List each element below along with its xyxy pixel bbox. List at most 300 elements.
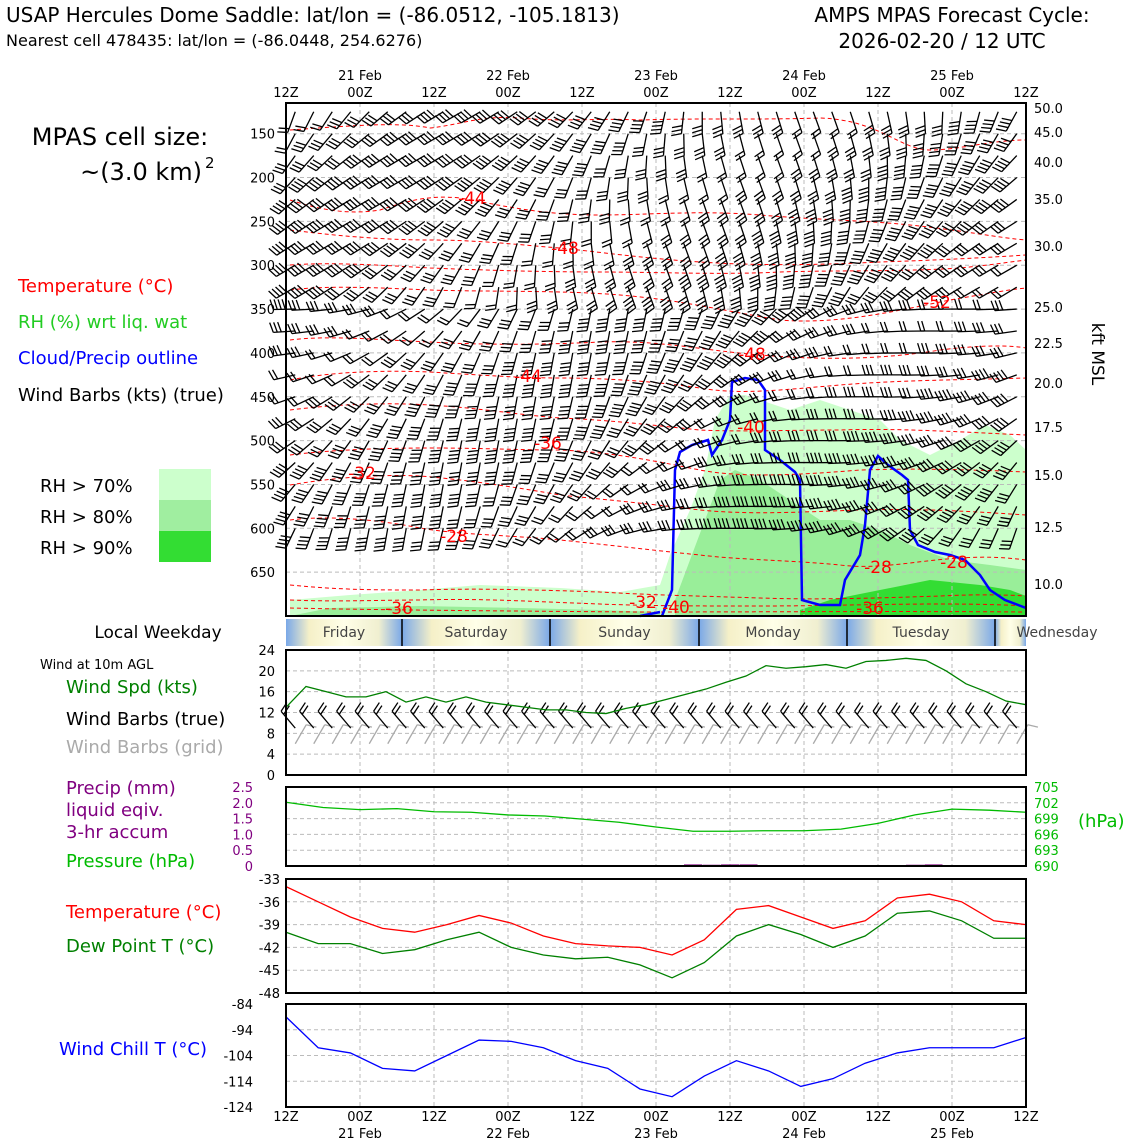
upper-wind-barb-flag: [688, 318, 698, 319]
legend-rh: RH (%) wrt liq. wat: [18, 312, 188, 333]
grid-wind-barb: [443, 725, 454, 744]
true-wind-barb: [744, 711, 758, 728]
upper-wind-barb-flag: [505, 450, 515, 451]
true-wind-barb: [762, 711, 776, 728]
true-wind-barb: [540, 711, 554, 728]
upper-wind-barb-flag: [576, 396, 586, 397]
upper-wind-barb-flag: [481, 526, 491, 527]
bottom-time-axis: [273, 1110, 1039, 1140]
upper-wind-barb-flag: [443, 307, 453, 308]
upper-wind-barb-flag: [652, 319, 662, 320]
top-hour-label: 12Z: [421, 86, 447, 101]
upper-wind-barb-flag: [667, 347, 677, 348]
true-wind-barb: [374, 711, 388, 728]
true-wind-barb: [429, 711, 443, 728]
true-wind-barb: [1003, 711, 1017, 728]
precip-ytick: 1.5: [232, 812, 253, 828]
upper-wind-barb-flag: [465, 414, 475, 415]
top-time-axis: [273, 69, 1039, 101]
true-wind-barb: [281, 711, 295, 728]
upper-wind-barb-flag: [462, 548, 472, 549]
precip-pressure-panel: [66, 778, 1125, 875]
height-tick: 15.0: [1034, 469, 1063, 484]
upper-wind-barb-flag: [275, 151, 285, 153]
upper-wind-barb-flag: [485, 476, 495, 477]
upper-wind-barb-flag: [502, 344, 512, 345]
upper-wind-barb-flag: [430, 542, 440, 543]
precip-ytick: 0: [244, 860, 253, 875]
upper-wind-barb-flag: [652, 323, 662, 324]
true-wind-barb: [670, 711, 684, 728]
rh-80-swatch: [159, 500, 211, 531]
contour-label: -52: [923, 293, 951, 313]
height-tick: 17.5: [1034, 421, 1063, 436]
precip-label-2: liquid eqiv.: [66, 800, 164, 821]
upper-wind-barb-flag: [557, 221, 567, 222]
upper-wind-barb-flag: [392, 449, 402, 450]
upper-wind-barb-flag: [559, 410, 569, 411]
pressure-tick: 150: [250, 127, 275, 143]
pressure-tick: 600: [250, 522, 275, 538]
true-wind-barb: [300, 711, 314, 728]
temp-ytick: -45: [258, 964, 280, 980]
grid-wind-barb: [739, 725, 750, 744]
wind-chill-panel: [59, 998, 1026, 1116]
pressure-ytick: 705: [1034, 781, 1059, 796]
temp-ytick: -48: [258, 987, 280, 1002]
weekday-strip: [94, 619, 1097, 646]
upper-wind-barb-flag: [275, 167, 285, 170]
wind-ytick: 20: [258, 664, 275, 680]
pressure-axis: [250, 128, 275, 581]
top-hour-label: 00Z: [791, 86, 817, 101]
upper-wind-barb-flag: [577, 392, 587, 393]
upper-wind-barb-flag: [502, 462, 512, 463]
grid-wind-barb: [924, 725, 935, 744]
legend-temperature: Temperature (°C): [18, 276, 174, 297]
upper-wind-barb-flag: [425, 416, 435, 417]
upper-wind-barb-flag: [890, 212, 900, 213]
contour-label: -40: [662, 598, 690, 618]
height-tick: 12.5: [1034, 521, 1063, 536]
upper-wind-barb-flag: [504, 454, 514, 455]
upper-wind-barb-flag: [393, 498, 403, 499]
true-wind-barb: [929, 711, 943, 728]
upper-wind-barb-flag: [781, 301, 791, 302]
bottom-date-label: 25 Feb: [930, 1127, 974, 1140]
grid-wind-barb: [536, 725, 547, 744]
wind-barbs-true-label: Wind Barbs (true): [66, 709, 226, 730]
true-wind-barb: [577, 711, 591, 728]
upper-wind-barb-flag: [275, 547, 285, 549]
upper-wind-barb-flag: [482, 523, 492, 524]
upper-wind-barb-flag: [576, 431, 586, 432]
upper-wind-barb-flag: [596, 371, 606, 372]
upper-wind-barb-flag: [538, 216, 548, 217]
grid-wind-barb: [628, 725, 639, 744]
dewpoint-label: Dew Point T (°C): [66, 936, 215, 957]
upper-wind-barb-flag: [557, 330, 567, 331]
upper-wind-barb-flag: [554, 460, 564, 461]
upper-wind-barb-flag: [541, 428, 551, 429]
chill-ytick: -94: [231, 1023, 253, 1039]
upper-wind-barb-flag: [892, 191, 902, 192]
upper-wind-barb-flag: [592, 417, 602, 418]
upper-wind-barb-flag: [558, 414, 568, 415]
grid-wind-barb: [832, 725, 843, 744]
precip-label-1: Precip (mm): [66, 778, 176, 799]
upper-wind-barb-flag: [560, 407, 570, 408]
bottom-hour-label: 12Z: [421, 1110, 447, 1125]
grid-wind-barb-flag: [1028, 725, 1038, 727]
upper-wind-barb-flag: [315, 522, 325, 523]
pressure-tick: 450: [250, 390, 275, 406]
upper-wind-barb: [850, 199, 851, 221]
upper-wind-barb-flag: [429, 458, 439, 459]
upper-wind-barb-flag: [595, 374, 605, 375]
pressure-ytick: 702: [1034, 796, 1059, 812]
upper-wind-barb-flag: [558, 327, 568, 328]
upper-wind-barb-flag: [613, 353, 623, 354]
rh-90-swatch: [159, 531, 211, 562]
height-tick: 25.0: [1034, 301, 1063, 316]
wind-ytick: 24: [258, 644, 275, 659]
cell-size-superscript: 2: [205, 154, 215, 172]
true-wind-barb: [522, 711, 536, 728]
bottom-date-label: 23 Feb: [634, 1127, 678, 1140]
pressure-ytick: 696: [1034, 828, 1059, 844]
grid-wind-barb: [998, 725, 1009, 744]
pressure-label: Pressure (hPa): [66, 851, 196, 872]
bottom-hour-label: 12Z: [1013, 1110, 1039, 1125]
weekday-title: Local Weekday: [94, 623, 222, 643]
upper-wind-barb-flag: [650, 133, 660, 134]
upper-wind-barb-flag: [297, 544, 307, 545]
grid-wind-barb: [887, 725, 898, 744]
height-tick: 10.0: [1034, 578, 1063, 593]
bottom-hour-label: 00Z: [939, 1110, 965, 1125]
cell-size-title: MPAS cell size:: [31, 123, 209, 151]
weekday-label: Saturday: [444, 625, 508, 641]
upper-wind-barb-flag: [501, 347, 511, 348]
rh-80-label: RH > 80%: [40, 507, 133, 528]
contour-label: -36: [534, 434, 562, 454]
height-axis-label: kft MSL: [1087, 322, 1107, 386]
upper-wind-barb-flag: [318, 515, 328, 516]
true-wind-barb: [485, 711, 499, 728]
upper-wind-barb-flag: [465, 418, 475, 419]
upper-wind-barb-flag: [539, 243, 549, 244]
upper-wind-barb-flag: [557, 190, 567, 191]
grid-wind-barb: [388, 725, 399, 744]
upper-wind-barb-flag: [540, 239, 550, 240]
upper-wind-barb-flag: [486, 472, 496, 473]
upper-wind-barb-flag: [578, 389, 588, 390]
wind-speed-label: Wind Spd (kts): [66, 677, 198, 698]
upper-wind-barb-flag: [409, 431, 419, 432]
upper-wind-barb-flag: [410, 484, 420, 485]
true-wind-barb: [855, 711, 869, 728]
upper-wind-barb-flag: [431, 450, 441, 451]
wind-ytick: 8: [266, 727, 275, 743]
wind-barbs-grid: [295, 725, 1038, 744]
contour-label: -28: [940, 553, 968, 573]
upper-wind-barb-flag: [779, 309, 789, 310]
upper-wind-barb-flag: [614, 349, 624, 350]
title-right-1: AMPS MPAS Forecast Cycle:: [814, 3, 1090, 27]
grid-wind-barb: [554, 725, 565, 744]
grid-wind-barb: [610, 725, 621, 744]
contour-label: -28: [440, 527, 468, 547]
bottom-hour-label: 00Z: [643, 1110, 669, 1125]
grid-wind-barb: [980, 725, 991, 744]
contour-label: -48: [738, 345, 766, 365]
top-hour-label: 12Z: [1013, 86, 1039, 101]
upper-wind-barb-flag: [428, 550, 438, 551]
upper-wind-barb-flag: [412, 472, 422, 473]
temp-ytick: -33: [258, 873, 280, 888]
true-wind-barb: [725, 711, 739, 728]
upper-wind-barb-flag: [536, 219, 546, 220]
upper-wind-barb-flag: [574, 435, 584, 436]
upper-wind-barb-flag: [596, 367, 606, 368]
pressure-ytick: 693: [1034, 844, 1059, 860]
upper-wind-barb-flag: [354, 524, 364, 525]
contour-label: -32: [629, 593, 657, 613]
upper-wind-barb-flag: [651, 129, 661, 130]
upper-wind-barb-flag: [282, 299, 285, 309]
grid-wind-barb: [480, 725, 491, 744]
pressure-tick: 550: [250, 478, 275, 494]
upper-wind-barb-flag: [890, 199, 900, 200]
bottom-date-label: 24 Feb: [782, 1127, 826, 1140]
true-wind-barb: [355, 711, 369, 728]
grid-wind-barb: [684, 725, 695, 744]
upper-wind-barb-flag: [503, 458, 513, 459]
height-tick: 40.0: [1034, 156, 1063, 171]
true-wind-barb: [411, 711, 425, 728]
upper-wind-barb-flag: [653, 122, 663, 123]
height-tick: 22.5: [1034, 337, 1063, 352]
upper-wind-barb-flag: [447, 436, 457, 437]
upper-wind-barb-flag: [559, 213, 569, 214]
wind-panel-title: Wind at 10m AGL: [40, 658, 154, 673]
true-wind-barb: [559, 711, 573, 728]
rh-70-label: RH > 70%: [40, 476, 133, 497]
upper-wind-barb-flag: [520, 321, 530, 322]
grid-wind-barb: [702, 725, 713, 744]
upper-wind-barb-flag: [539, 352, 549, 353]
true-wind-barb: [392, 711, 406, 728]
wind-ytick: 0: [266, 769, 275, 784]
wind-barbs-grid-label: Wind Barbs (grid): [66, 737, 224, 758]
upper-wind-barb-flag: [502, 396, 512, 397]
true-wind-barb: [503, 711, 517, 728]
grid-wind-barb: [961, 725, 972, 744]
upper-wind-barb-flag: [428, 462, 438, 463]
upper-wind-barb-flag: [447, 524, 457, 525]
upper-wind-barb-flag: [579, 385, 589, 386]
upper-wind-barb-flag: [392, 502, 402, 503]
upper-wind-barb-flag: [484, 519, 494, 520]
bottom-date-label: 22 Feb: [486, 1127, 530, 1140]
upper-wind-barb-flag: [429, 405, 439, 406]
upper-wind-barb-flag: [593, 413, 603, 414]
upper-wind-barb-flag: [430, 454, 440, 455]
grid-wind-barb: [591, 725, 602, 744]
true-wind-barb: [651, 711, 665, 728]
upper-wind-barb-flag: [668, 343, 678, 344]
temperature-label: Temperature (°C): [66, 902, 222, 923]
upper-wind-barb-flag: [541, 432, 551, 433]
bottom-hour-label: 00Z: [495, 1110, 521, 1125]
upper-wind-barb-flag: [274, 186, 283, 191]
chill-ytick: -84: [231, 998, 253, 1013]
upper-wind-barb-flag: [278, 299, 281, 309]
true-wind-barb: [966, 711, 980, 728]
upper-wind-barb-flag: [272, 497, 282, 501]
height-tick: 35.0: [1034, 193, 1063, 208]
upper-wind-barb-flag: [355, 520, 365, 521]
upper-wind-barb-flag: [892, 208, 902, 209]
upper-wind-barb-flag: [278, 322, 282, 332]
contour-label: -36: [856, 599, 884, 619]
wind-ytick: 12: [258, 706, 275, 722]
pressure-ytick: 699: [1034, 812, 1059, 828]
contour-label: -36: [385, 599, 413, 619]
chill-ytick: -104: [223, 1049, 253, 1065]
grid-wind-barb: [850, 725, 861, 744]
pressure-unit-right: (hPa): [1078, 811, 1125, 832]
top-date-label: 21 Feb: [338, 69, 382, 84]
upper-wind-barb-flag: [337, 542, 347, 543]
upper-wind-barb-flag: [276, 183, 285, 188]
upper-wind-barb-flag: [541, 345, 551, 346]
bottom-hour-label: 00Z: [347, 1110, 373, 1125]
top-hour-label: 00Z: [347, 86, 373, 101]
upper-wind-barb-flag: [277, 491, 287, 495]
grid-wind-barb: [406, 725, 417, 744]
upper-wind-barb-flag: [889, 216, 899, 217]
sounding-panel: [250, 102, 1107, 619]
true-wind-barb: [448, 711, 462, 728]
upper-wind-barb-flag: [273, 370, 278, 379]
upper-wind-barb-flag: [274, 322, 278, 332]
upper-wind-barb-flag: [650, 330, 660, 331]
upper-wind-barb-flag: [300, 537, 310, 538]
contour-label: -44: [458, 189, 486, 209]
bottom-hour-label: 00Z: [791, 1110, 817, 1125]
top-date-label: 24 Feb: [782, 69, 826, 84]
top-hour-label: 12Z: [569, 86, 595, 101]
chill-ytick: -114: [223, 1075, 253, 1091]
upper-wind-barb-flag: [893, 187, 903, 188]
upper-wind-barb-flag: [271, 189, 280, 194]
top-date-label: 23 Feb: [634, 69, 678, 84]
rh-90-label: RH > 90%: [40, 538, 133, 559]
upper-wind-barb-flag: [335, 550, 345, 551]
true-wind-barb: [799, 711, 813, 728]
upper-wind-barb-flag: [782, 297, 792, 298]
upper-wind-barb-flag: [407, 439, 417, 440]
pressure-tick: 650: [250, 566, 275, 582]
upper-wind-barb-flag: [499, 351, 509, 352]
top-hour-label: 12Z: [273, 86, 299, 101]
upper-wind-barb-flag: [541, 235, 551, 236]
grid-wind-barb: [665, 725, 676, 744]
upper-wind-barb-flag: [467, 498, 477, 499]
wind-panel: [40, 644, 1038, 784]
bottom-date-label: 21 Feb: [338, 1127, 382, 1140]
upper-wind-barb-flag: [338, 538, 348, 539]
legend-cloud: Cloud/Precip outline: [18, 348, 199, 369]
top-hour-label: 00Z: [495, 86, 521, 101]
upper-wind-barb-flag: [557, 418, 567, 419]
upper-wind-barb-flag: [540, 349, 550, 350]
true-wind-barb: [707, 711, 721, 728]
true-wind-barb: [688, 711, 702, 728]
grid-wind-barb: [332, 725, 343, 744]
upper-wind-barb-flag: [559, 323, 569, 324]
contour-label: -28: [864, 558, 892, 578]
upper-wind-barb-flag: [651, 327, 661, 328]
pressure-tick: 400: [250, 346, 275, 362]
true-wind-barb: [984, 711, 998, 728]
upper-wind-barb-flag: [354, 528, 364, 529]
true-wind-barb: [633, 711, 647, 728]
contour-label: -32: [348, 464, 376, 484]
bottom-hour-label: 12Z: [569, 1110, 595, 1125]
upper-wind-barb-flag: [577, 427, 587, 428]
true-wind-barb: [892, 711, 906, 728]
top-hour-label: 12Z: [865, 86, 891, 101]
grid-wind-barb: [813, 725, 824, 744]
weekday-label: Tuesday: [892, 625, 950, 641]
upper-wind-barb-flag: [573, 438, 583, 439]
upper-wind-barb-flag: [446, 440, 456, 441]
true-wind-barb: [873, 711, 887, 728]
upper-wind-barb-flag: [888, 219, 898, 220]
height-tick: 20.0: [1034, 377, 1063, 392]
weekday-label: Wednesday: [1016, 625, 1098, 641]
upper-wind-barb-flag: [519, 325, 529, 326]
precip-ytick: 2.0: [232, 796, 253, 812]
contour-label: -40: [737, 418, 765, 438]
height-tick: 30.0: [1034, 240, 1063, 255]
upper-wind-barb-flag: [277, 345, 281, 355]
upper-wind-barb-flag: [276, 519, 286, 522]
contour-label: -48: [551, 239, 579, 259]
weekday-label: Sunday: [598, 625, 651, 641]
upper-wind-barb-flag: [684, 329, 694, 330]
upper-wind-barb-flag: [652, 125, 662, 126]
upper-wind-barb-flag: [408, 435, 418, 436]
pressure-tick: 250: [250, 215, 275, 231]
upper-wind-barb-flag: [411, 427, 421, 428]
precip-ytick: 0.5: [232, 844, 253, 860]
upper-wind-barb-flag: [466, 410, 476, 411]
upper-wind-barb-flag: [556, 193, 566, 194]
left-legend: [17, 123, 224, 562]
true-wind-barb: [910, 711, 924, 728]
pressure-tick: 350: [250, 303, 275, 319]
upper-wind-barb-flag: [448, 432, 458, 433]
precip-ytick: 2.5: [232, 781, 253, 796]
temp-ytick: -39: [258, 918, 280, 934]
upper-wind-barb-flag: [558, 217, 568, 218]
pressure-tick: 500: [250, 434, 275, 450]
bottom-hour-label: 12Z: [273, 1110, 299, 1125]
